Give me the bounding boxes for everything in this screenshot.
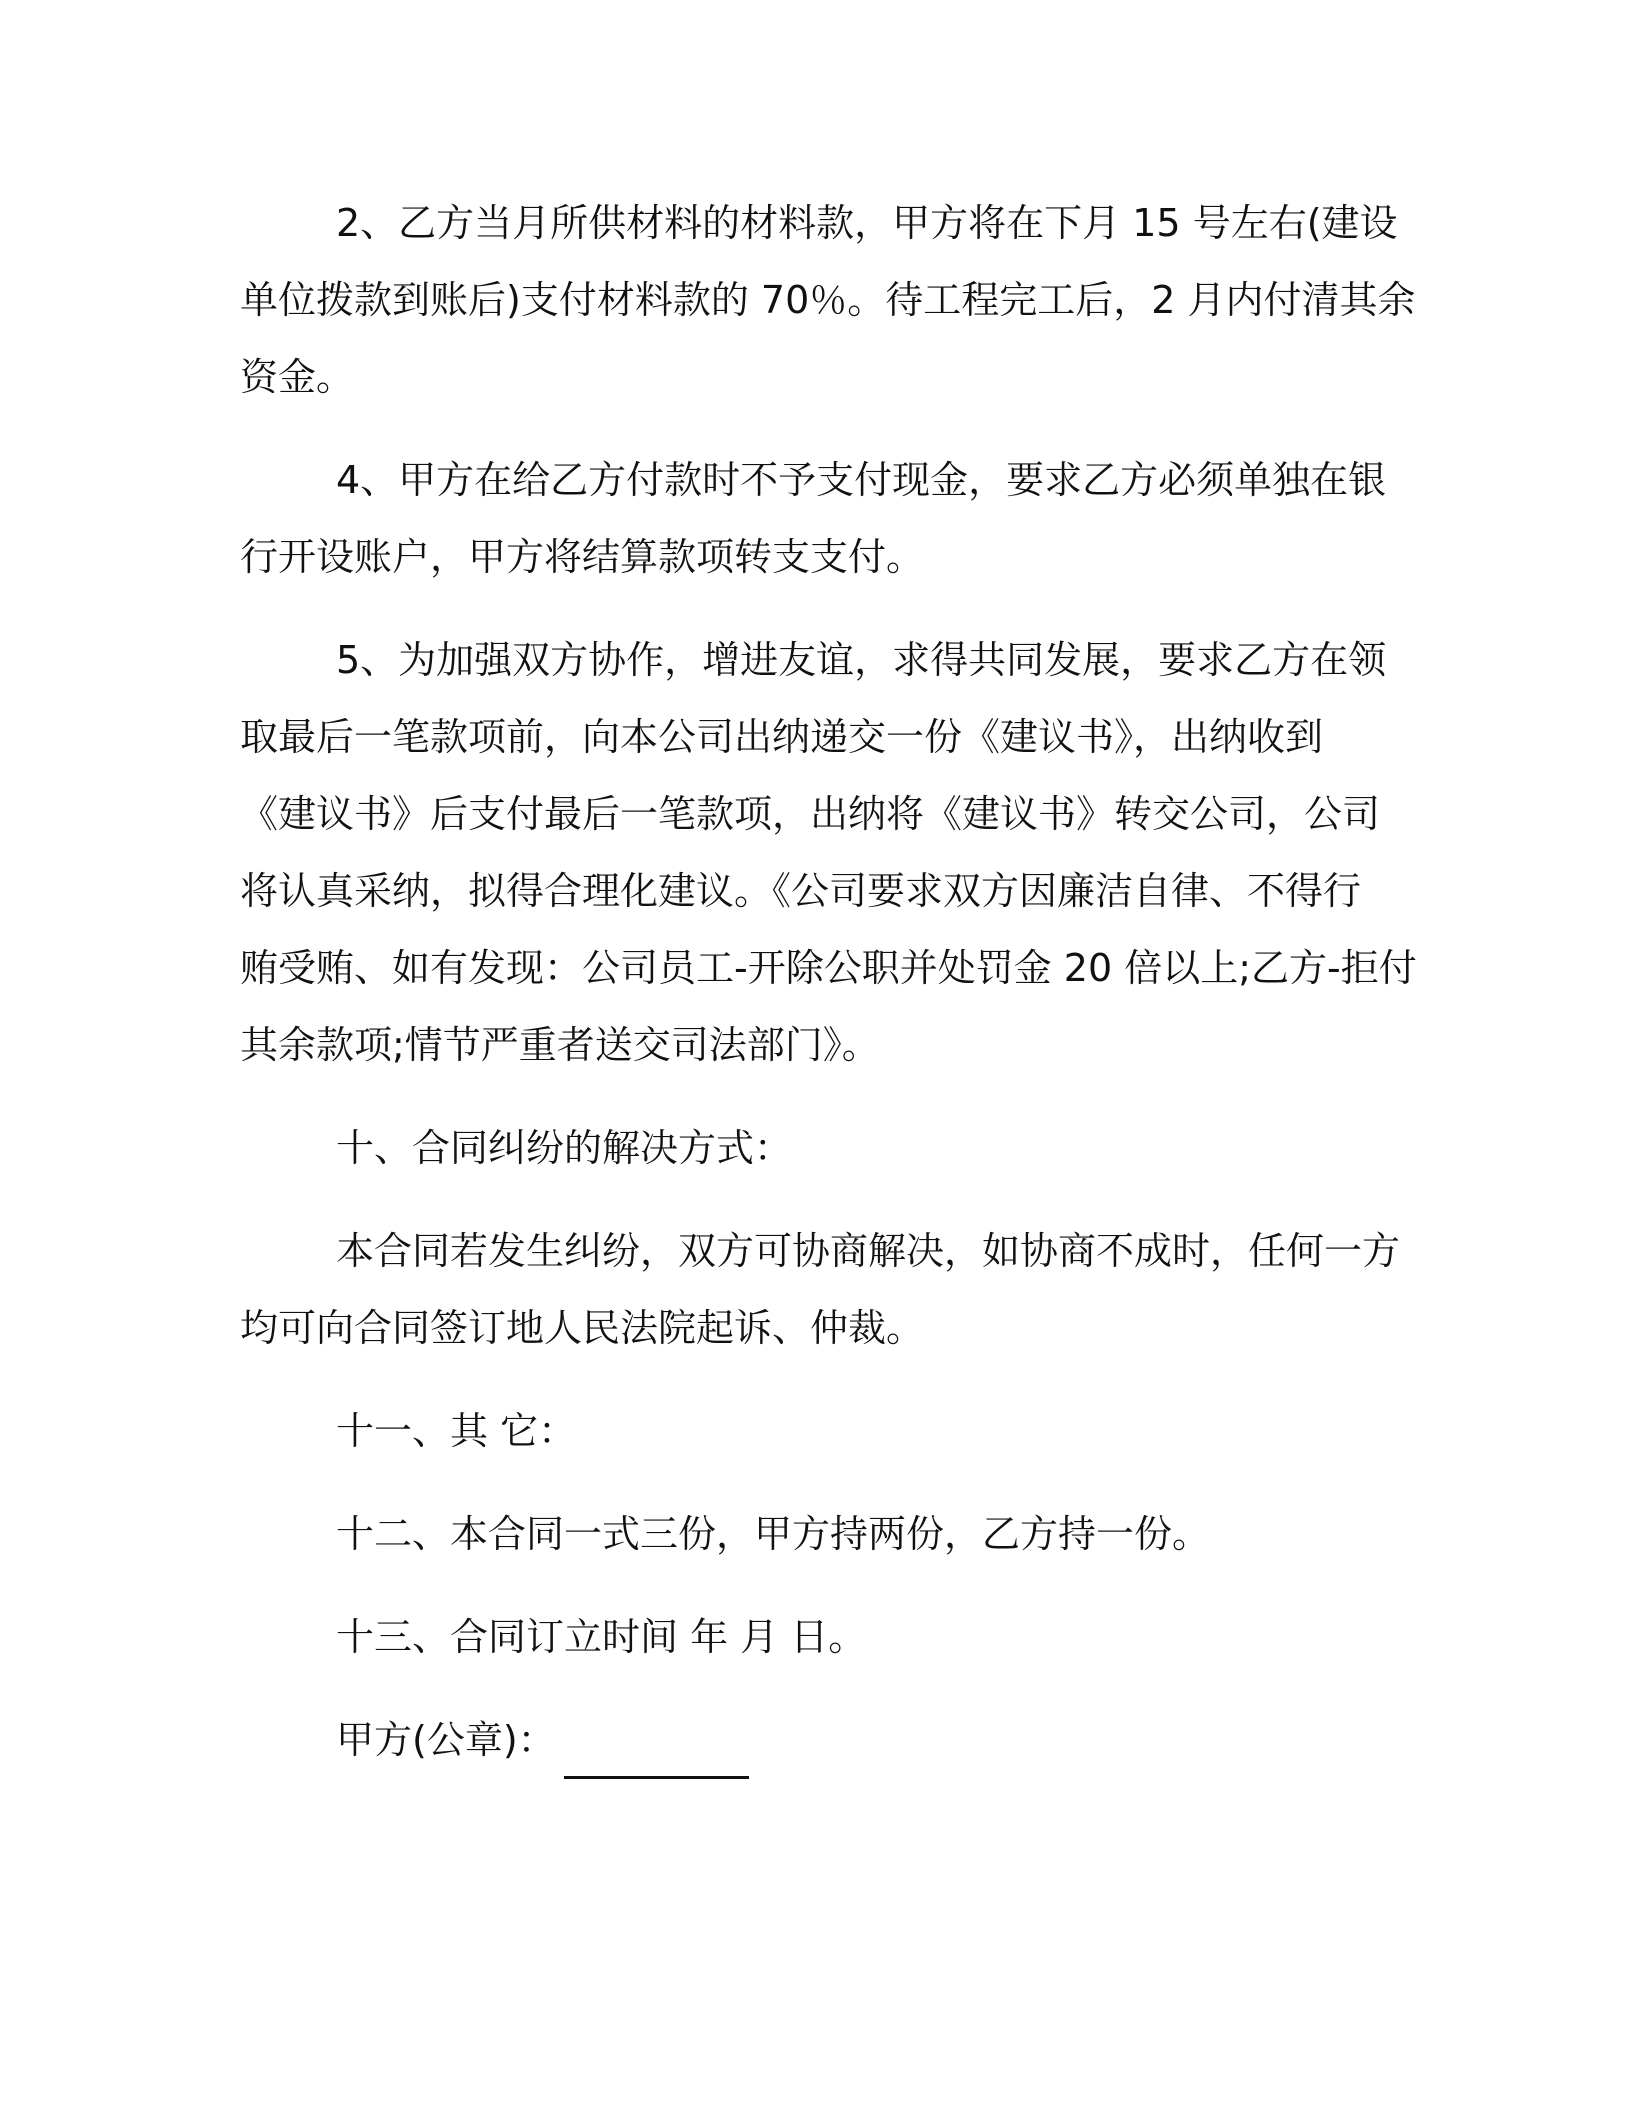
section-11-heading	[240, 1393, 1395, 1470]
text-line: 十三、合同订立时间 年 月 日。	[336, 1615, 867, 1659]
text-line: 4、甲方在给乙方付款时不予支付现金，要求乙方必须单独在银	[336, 458, 1387, 502]
signature-party-a	[240, 1702, 1395, 1779]
text-line: 本合同若发生纠纷，双方可协商解决，如协商不成时，任何一方	[336, 1229, 1401, 1273]
clause-4-no-cash	[240, 442, 1395, 596]
text-line: 均可向合同签订地人民法院起诉、仲裁。	[240, 1306, 925, 1350]
document-body	[240, 185, 1417, 1779]
text-line: 贿受贿、如有发现：公司员工-开除公职并处罚金 20 倍以上;乙方-拒付	[240, 946, 1417, 990]
section-13-date	[240, 1599, 1395, 1676]
text-line: 其余款项;情节严重者送交司法部门》。	[240, 1023, 880, 1067]
text-line: 2、乙方当月所供材料的材料款，甲方将在下月 15 号左右(建设	[336, 201, 1398, 245]
clause-2-payment-terms	[240, 185, 1416, 416]
text-line: 取最后一笔款项前，向本公司出纳递交一份《建议书》，出纳收到	[240, 715, 1324, 759]
text-line: 5、为加强双方协作，增进友谊，求得共同发展，要求乙方在领	[336, 638, 1387, 682]
section-12-copies	[240, 1496, 1395, 1573]
signature-label: 甲方(公章)：	[336, 1718, 556, 1762]
signature-blank	[564, 1736, 749, 1779]
text-line: 单位拨款到账后)支付材料款的 70％。待工程完工后，2 月内付清其余	[240, 278, 1416, 322]
clause-5-proposal	[240, 622, 1417, 1084]
section-heading: 十一、其 它：	[336, 1409, 577, 1453]
section-heading: 十、合同纠纷的解决方式：	[336, 1126, 793, 1170]
text-line: 十二、本合同一式三份，甲方持两份，乙方持一份。	[336, 1512, 1211, 1556]
section-10-body	[240, 1213, 1401, 1367]
text-line: 将认真采纳，拟得合理化建议。《公司要求双方因廉洁自律、不得行	[240, 869, 1362, 913]
text-line: 资金。	[240, 355, 355, 399]
text-line: 行开设账户，甲方将结算款项转支支付。	[240, 535, 925, 579]
text-line: 《建议书》后支付最后一笔款项，出纳将《建议书》转交公司，公司	[240, 792, 1381, 836]
section-10-heading	[240, 1110, 1395, 1187]
